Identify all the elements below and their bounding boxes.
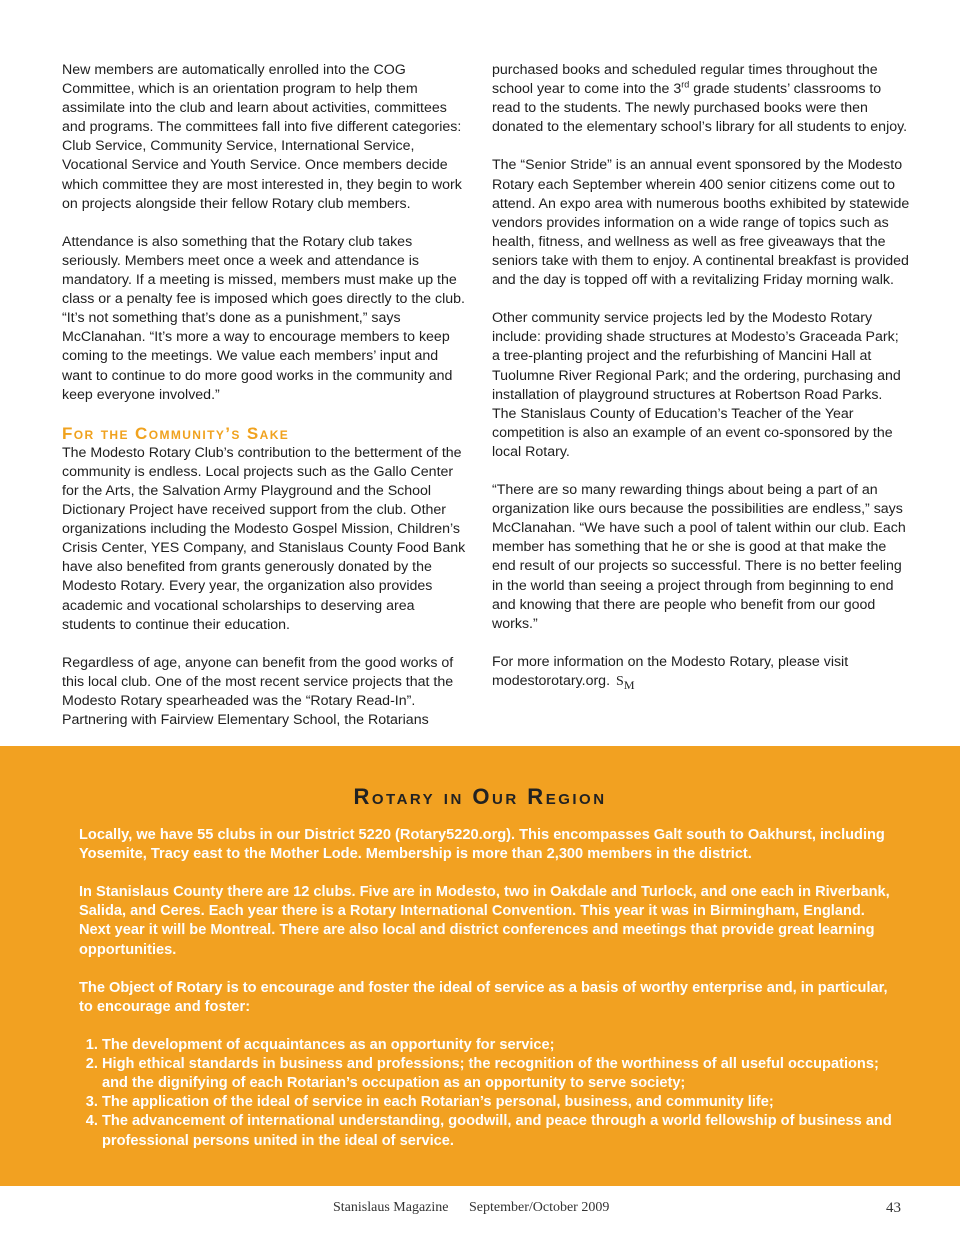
page-number: 43 xyxy=(886,1200,901,1216)
right-paragraph-1 xyxy=(492,61,910,137)
section-heading: For the Community’s Sake xyxy=(62,423,290,443)
end-mark xyxy=(616,674,635,692)
region-paragraph-1: Locally, we have 55 clubs in our District 5220 (Rotary5220.org). This encompasses Galt south to Oakhurst, including Yosemite, Tracy east to the Mother Lode. Membership is more than 2,300 members in the district. xyxy=(79,827,885,863)
right-paragraph-5 xyxy=(492,653,910,695)
right-paragraph-4: “There are so many rewarding things about being a part of an organization like ours because the possibilities are endless,” says McClanahan. “We have such a pool of talent within our club. Each member has something that he or she is good at that make the end result of our projects so successful. There is no better feeling in the world than seeing a project through from beginning to end and knowing that there are people who benefit from our good works.” xyxy=(492,482,906,632)
left-paragraph-4: Regardless of age, anyone can benefit from the good works of this local club. One of the most recent service projects that the Modesto Rotary spearheaded was the “Rotary Read-In”. Partnering with Fairview Elementary School, the Rotarians xyxy=(62,654,454,729)
list-item: 1. The development of acquaintances as an opportunity for service; xyxy=(102,1036,899,1055)
list-item: 4. The advancement of international understanding, goodwill, and peace through a world fellowship of business and professional persons united in the ideal of service. xyxy=(102,1112,899,1150)
right-paragraph-2: The “Senior Stride” is an annual event sponsored by the Modesto Rotary each September wherein 400 senior citizens come out to attend. An expo area with numerous booths exhibited by statewide vendors provides information on a wide range of topics such as health, fitness, and wellness as well as free giveaways that the seniors take with them to enjoy. A continental breakfast is provided and the day is topped off with a revitalizing Friday morning walk. xyxy=(492,157,910,289)
region-body xyxy=(79,826,899,1151)
end-mark-m: M xyxy=(623,678,635,692)
more-info-text: For more information on the Modesto Rotary, please visit modestorotary.org. xyxy=(492,653,849,689)
left-column xyxy=(62,61,472,749)
region-paragraph-2: In Stanislaus County there are 12 clubs. Five are in Modesto, two in Oakdale and Turlock, and one each in Riverbank, Salida, and Ceres. Each year there is a Rotary International Convention. This year it was in Birmingham, England. Next year it will be Montreal. There are also local and district conferences and meetings that provide great learning opportunities. xyxy=(79,884,890,958)
list-item: 2. High ethical standards in business and professions; the recognition of the worthiness of all useful occupations; and the dignifying of each Rotarian’s occupation as an opportunity to serve society; xyxy=(102,1055,899,1093)
list-item: 3. The application of the ideal of service in each Rotarian’s personal, business, and community life; xyxy=(102,1093,899,1112)
footer-magazine-name: Stanislaus Magazine xyxy=(333,1200,449,1215)
right-column xyxy=(492,61,910,714)
object-of-rotary-list xyxy=(79,1036,899,1151)
rotary-region-box xyxy=(0,746,960,1186)
left-paragraph-3: The Modesto Rotary Club’s contribution to the betterment of the community is endless. Local projects such as the Gallo Center for the Arts, the Salvation Army Playground and the School Dictionary Project have received support from the club. Other organizations including the Modesto Gospel Mission, Children’s Crisis Center, YES Company, and Stanislaus County Food Bank have also benefited from grants generously donated by the Modesto Rotary. Every year, the organization also provides academic and vocational scholarships to deserving area students to continue their education. xyxy=(62,444,466,633)
region-title: Rotary in Our Region xyxy=(353,784,607,809)
left-paragraph-1: New members are automatically enrolled into the COG Committee, which is an orientation program to help them assimilate into the club and learn about activities, committees and programs. The committees fall into five different categories: Club Service, Community Service, International Service, Vocational Service and Youth Service. Once members decide which committee they are most interested in, they begin to work on projects alongside their fellow Rotary club members. xyxy=(62,62,462,212)
right-paragraph-3: Other community service projects led by the Modesto Rotary include: providing shade structures at Modesto’s Graceada Park; a tree-planting project and the refurbishing of Mancini Hall at Tuolumne River Regional Park; and the ordering, purchasing and installation of playground structures at Robertson Road Parks. The Stanislaus County of Education’s Teacher of the Year competition is also an example of an event co-sponsored by the local Rotary. xyxy=(492,310,901,460)
end-mark-s: S xyxy=(616,674,624,689)
region-paragraph-3: The Object of Rotary is to encourage and foster the ideal of service as a basis of worthy enterprise and, in particular, to encourage and foster: xyxy=(79,979,888,1015)
right-paragraph-1-start: purchased books and scheduled regular times throughout the school year to come into the 3 xyxy=(492,62,878,98)
ordinal-suffix: rd xyxy=(681,79,690,90)
footer-issue-date: September/October 2009 xyxy=(469,1200,610,1215)
left-paragraph-2: Attendance is also something that the Rotary club takes seriously. Members meet once a week and attendance is mandatory. If a meeting is missed, members must make up the class or a penalty fee is imposed which goes directly to the club. “It’s not something that’s done as a punishment,” says McClanahan. “It’s more a way to encourage members to keep coming to the meetings. We value each members’ input and want to continue to do more good works in the community and keep everyone involved.” xyxy=(62,233,465,403)
right-paragraph-1-end: grade students’ classrooms to read to the students. The newly purchased books were then donated to the elementary school’s library for all students to enjoy. xyxy=(492,81,908,136)
